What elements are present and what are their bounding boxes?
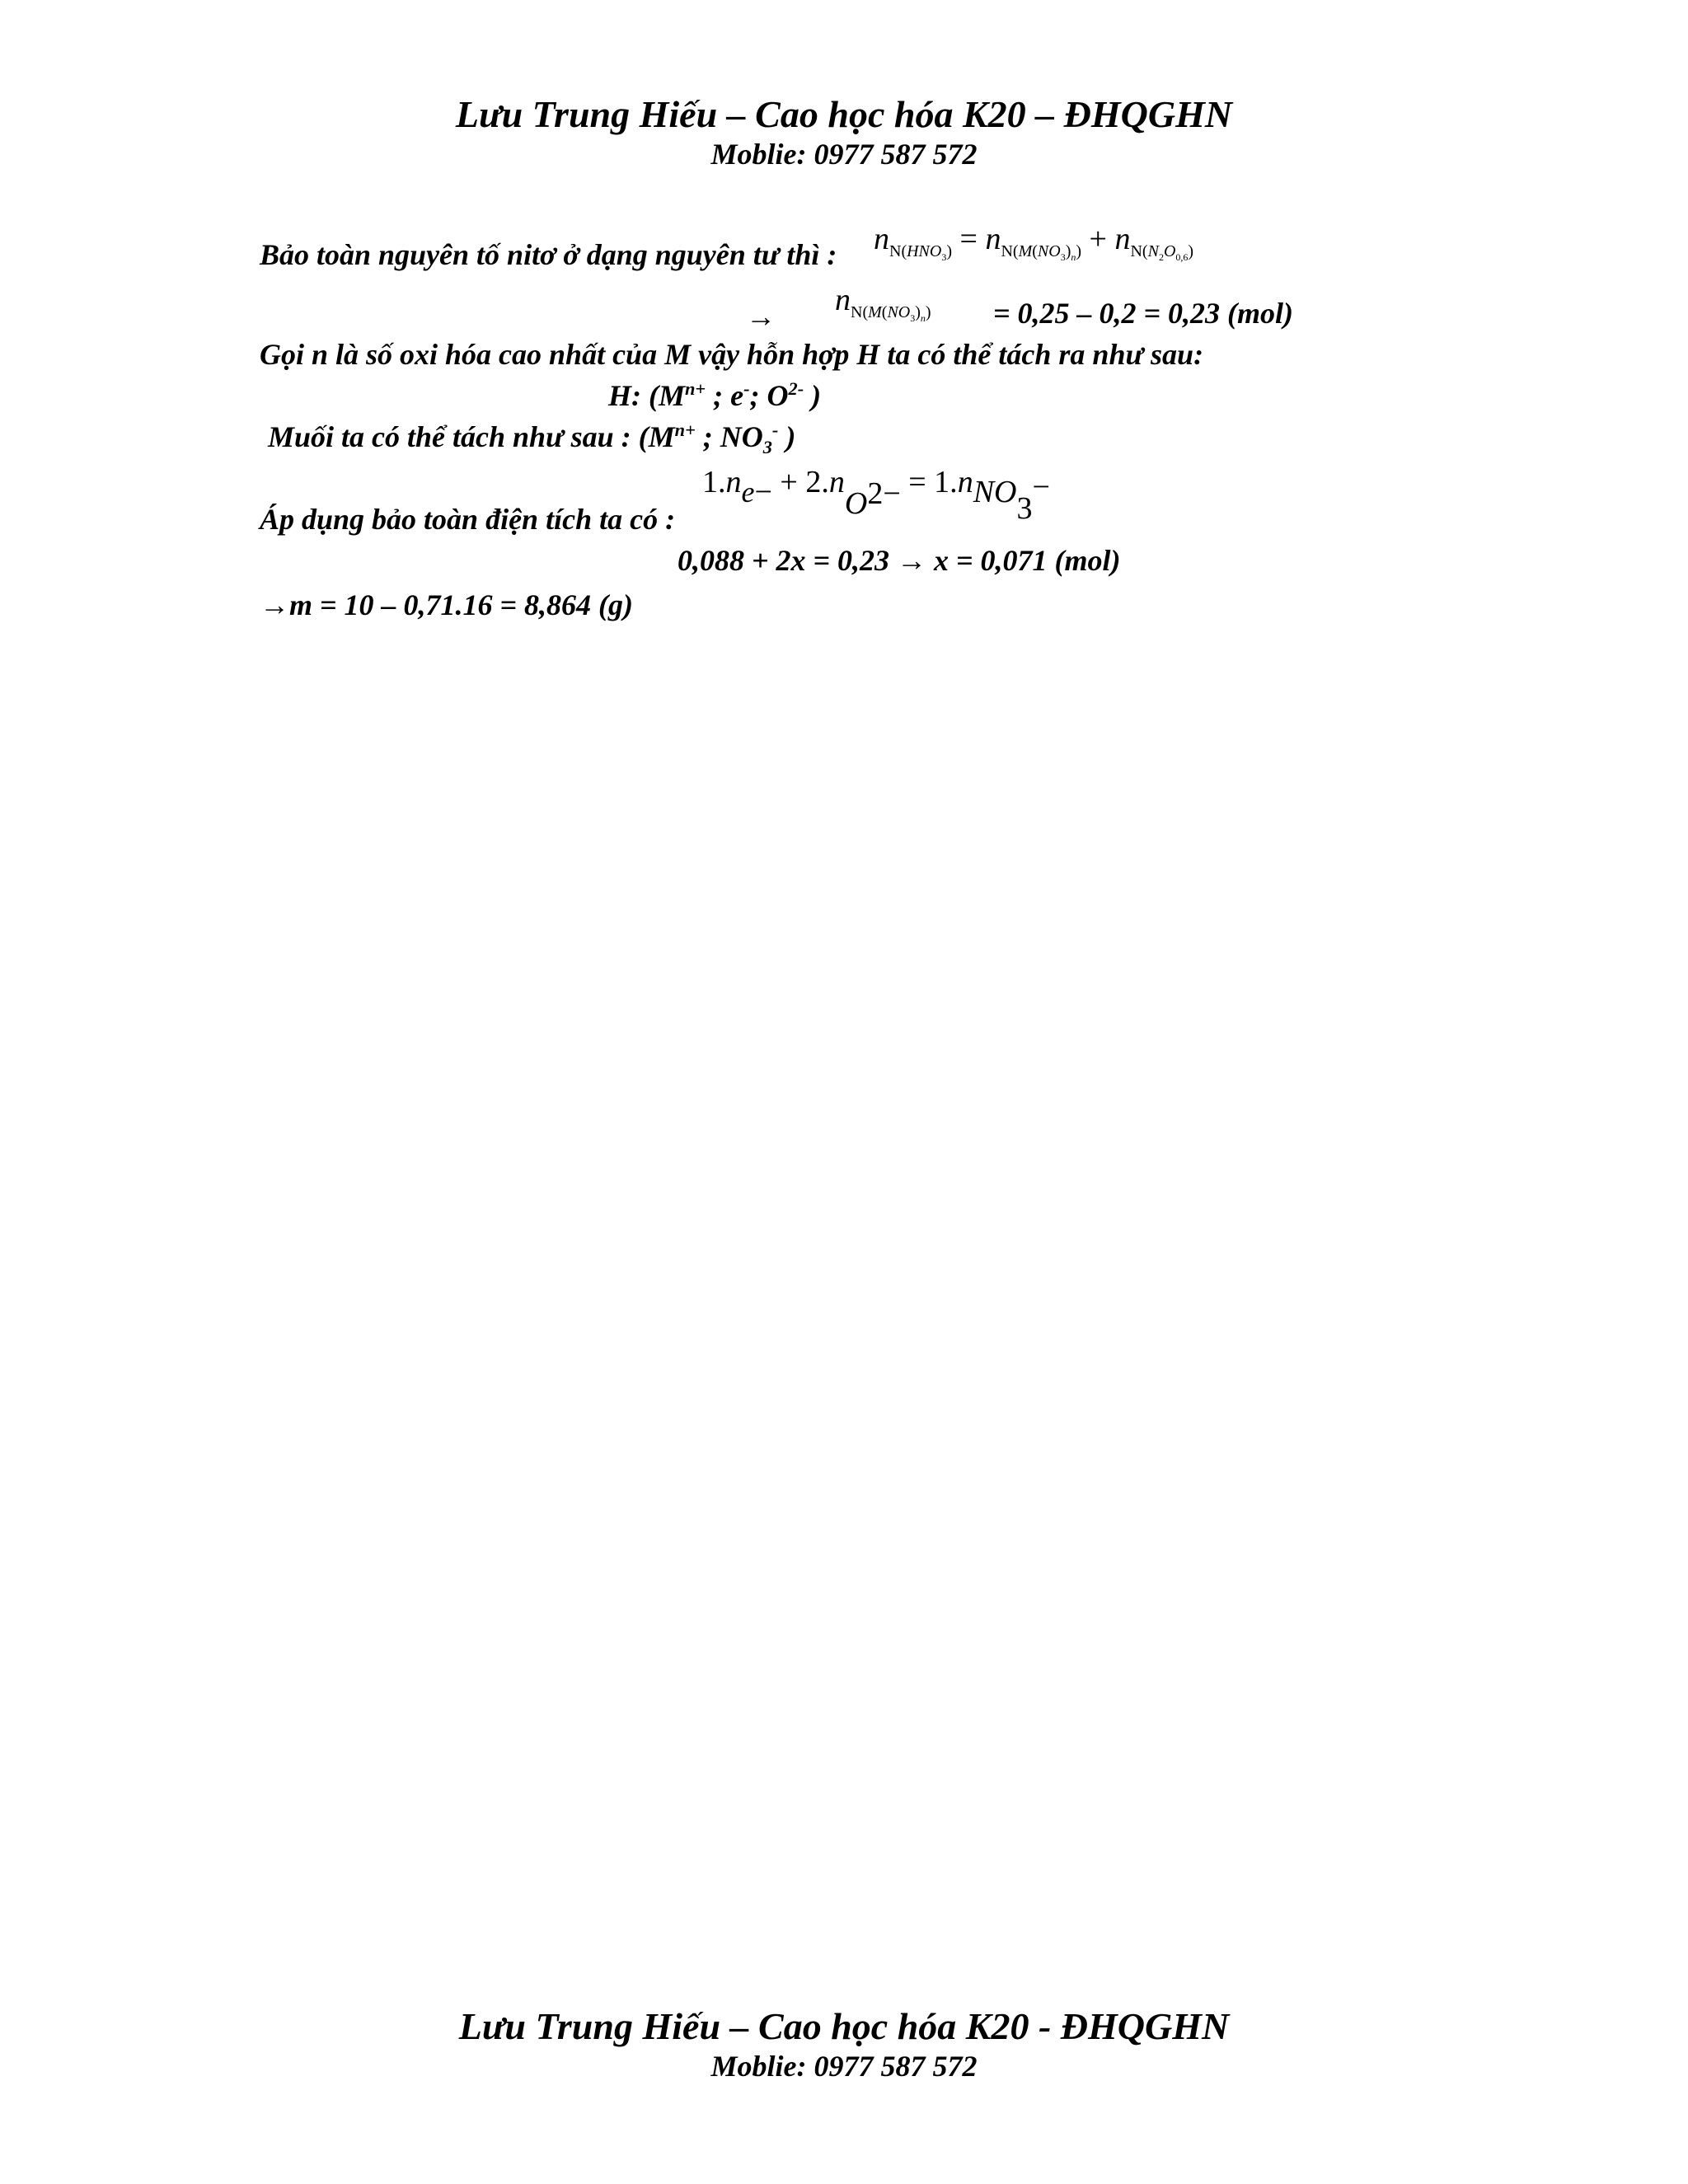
charge-balance-equation: 1.ne− + 2.nO2− = 1.nNO3− [702, 465, 1050, 526]
header-phone: Moblie: 0977 587 572 [710, 138, 978, 171]
mixture-h-split: H: ($M^{n+}$ ; e-; $O^{2-}$ ) [608, 378, 822, 412]
nitrogen-conservation-text: Bảo toàn nguyên tố nitơ ở dạng nguyên tư thì : [260, 238, 837, 271]
nitrogen-in-salt-term: $n_{N(M(NO_3)_n)}$ [835, 283, 931, 324]
nitrogen-result: = 0,25 – 0,2 = 0,23 (mol) [993, 297, 1294, 330]
oxidation-state-text: Gọi n là số oxi hóa cao nhất của M vậy hỗn hợp H ta có thể tách ra như sau: [260, 338, 1204, 371]
mass-result: →m = 10 – 0,71.16 = 8,864 (g) [260, 588, 634, 621]
footer-title: Lưu Trung Hiếu – Cao học hóa K20 - ĐHQGHN [458, 2005, 1230, 2047]
charge-conservation-text: Áp dụng bảo toàn điện tích ta có : [260, 503, 676, 536]
arrow-symbol: → [746, 300, 776, 333]
nitrogen-balance-equation: $n_{N(HNO_3)} = n_{N(M(NO_3)_n)} + n_{N(N_2O_{0,6})}$ [874, 222, 1194, 263]
salt-split: Muối ta có thể tách như sau : ($M^{n+}$ ; $NO_3^-$ ) [268, 419, 796, 458]
footer-phone: Moblie: 0977 587 572 [710, 2050, 978, 2083]
solve-x-equation: 0,088 + 2x = 0,23 → x = 0,071 (mol) [678, 544, 1121, 577]
header-title: Lưu Trung Hiếu – Cao học hóa K20 – ĐHQGHN [455, 93, 1233, 135]
